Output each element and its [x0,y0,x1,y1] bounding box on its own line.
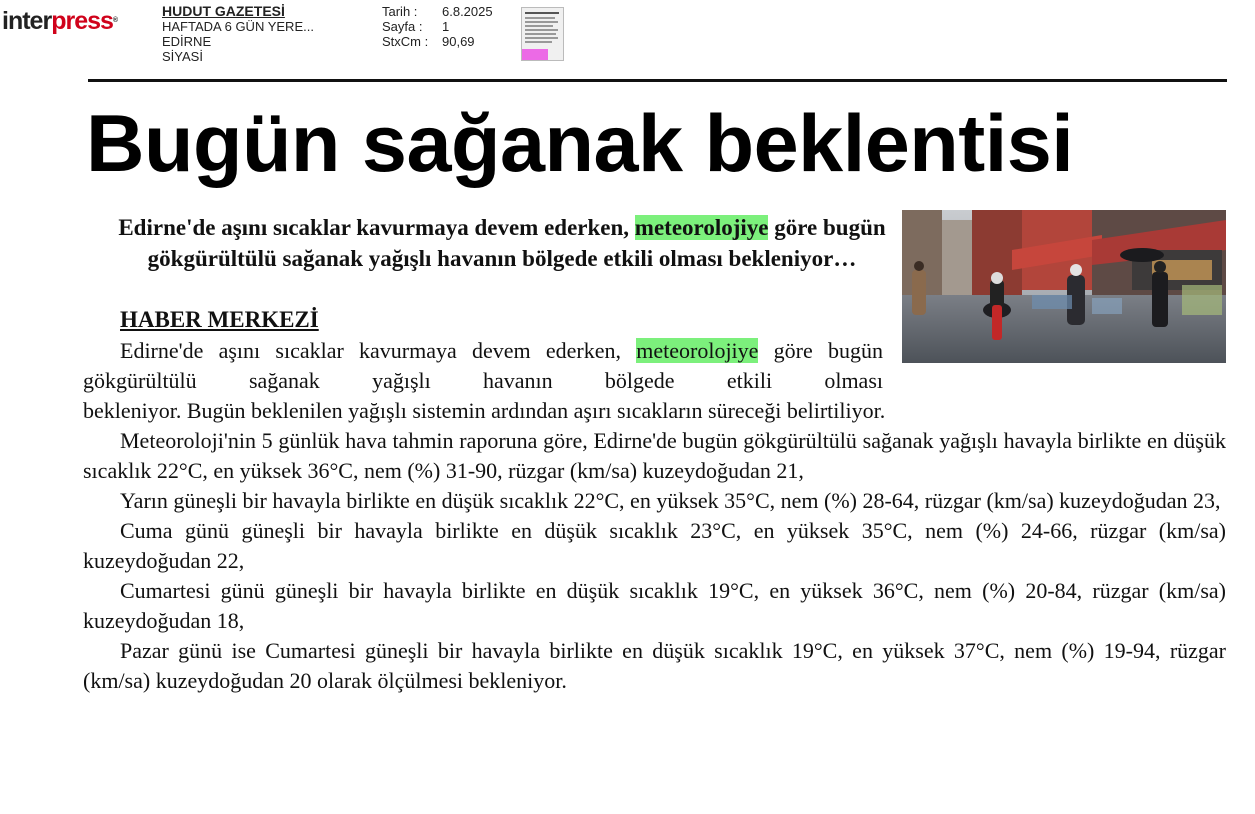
page-thumbnail[interactable] [521,7,564,61]
logo-trademark: ® [112,17,118,24]
rainy-street-photo [902,210,1226,363]
lead-keyword-highlight: meteorolojiye [634,215,769,240]
clipping-meta [382,4,493,49]
size-label: StxCm : [382,34,429,49]
date-label: Tarih : [382,4,418,19]
interpress-logo [2,7,117,35]
article-byline: HABER MERKEZİ [120,307,319,332]
paragraph-6: Pazar günü ise Cumartesi güneşli bir havayla birlikte en düşük sıcaklık 19°C, en yüksek 37°C, nem (%) 19-94, rüzgar (km/sa) kuzeydoğudan 20 olarak ölçülmesi bekleniyor. [83,638,1226,693]
date-value: 6.8.2025 [442,4,493,19]
paragraph-4: Cuma günü güneşli bir havayla birlikte en düşük sıcaklık 23°C, en yüksek 35°C, nem (%) 24-66, rüzgar (km/sa) kuzeydoğudan 22, [83,518,1226,573]
clipping-header [0,0,1255,80]
logo-accent-text: press [51,7,113,35]
lead-text-end: göre bugün gökgürültülü sağanak yağışlı havanın bölgede etkili olması bekleniyor… [147,215,886,271]
thumbnail-highlight [522,49,548,60]
publication-info [162,4,314,64]
article-photo [902,210,1226,363]
paragraph-1-text: Edirne'de aşını sıcaklar kavurmaya devem ederken, [120,338,637,363]
size-value: 90,69 [442,34,475,49]
paragraph-1-continuation: bekleniyor. Bugün beklenilen yağışlı sistemin ardından aşırı sıcakların süreceği belirtiliyor. [83,398,886,423]
article-body-intro [83,336,883,396]
lead-text: Edirne'de aşını sıcaklar kavurmaya devem ederken, [118,215,635,240]
paper-city: EDİRNE [162,34,212,49]
article-body [83,426,1226,696]
page-value: 1 [442,19,450,34]
paper-name: HUDUT GAZETESİ [162,3,285,19]
paragraph-1 [83,336,883,396]
page-label: Sayfa : [382,19,423,34]
paper-category: SİYASİ [162,49,203,64]
paper-frequency: HAFTADA 6 GÜN YERE... [162,19,314,34]
article-headline: Bugün sağanak beklentisi [86,99,1074,189]
body-keyword-highlight: meteorolojiye [636,338,759,363]
logo-text: inter [2,7,52,35]
paragraph-3: Yarın güneşli bir havayla birlikte en düşük sıcaklık 22°C, en yüksek 35°C, nem (%) 28-64, rüzgar (km/sa) kuzeydoğudan 23, [120,488,1221,513]
paragraph-1-text-end: göre bugün gökgürültülü sağanak yağışlı havanın bölgede etkili olması [83,338,884,393]
paragraph-2: Meteoroloji'nin 5 günlük hava tahmin raporuna göre, Edirne'de bugün gökgürültülü sağanak yağışlı havayla birlikte en düşük sıcaklık 22°C, en yüksek 36°C, nem (%) 31-90, rüzgar (km/sa) kuzeydoğudan 21, [83,428,1226,483]
article-lead [118,212,886,274]
header-divider [88,79,1227,82]
paragraph-5: Cumartesi günü güneşli bir havayla birlikte en düşük sıcaklık 19°C, en yüksek 36°C, nem (%) 20-84, rüzgar (km/sa) kuzeydoğudan 18, [83,578,1226,633]
